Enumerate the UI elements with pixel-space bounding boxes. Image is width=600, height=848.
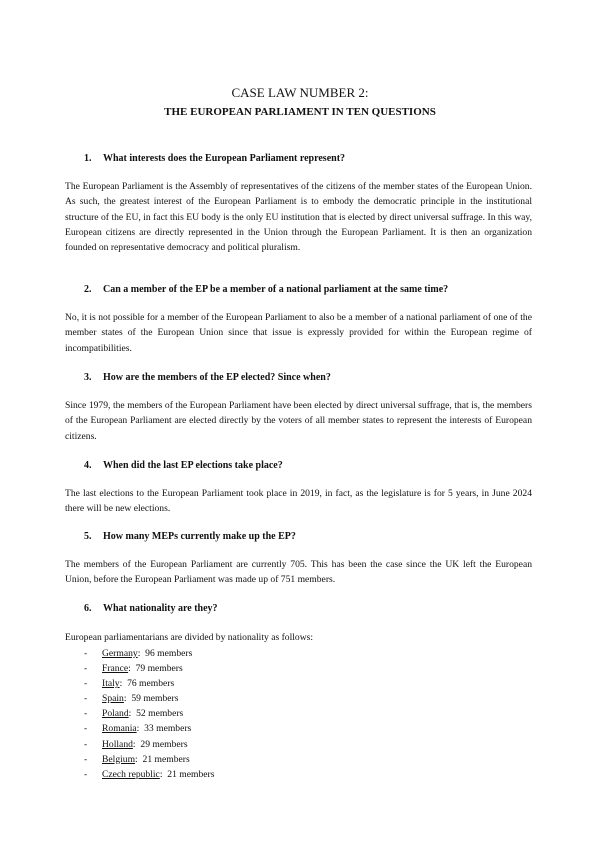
member-count: 52 members xyxy=(136,708,184,720)
document-title: CASE LAW NUMBER 2: xyxy=(231,85,369,100)
separator: : xyxy=(135,753,138,765)
question-number: 6. xyxy=(84,603,92,614)
country-name: Germany xyxy=(102,648,138,659)
country-name: Belgium xyxy=(102,753,136,765)
list-dash: - xyxy=(84,663,88,675)
list-dash: - xyxy=(84,678,88,690)
list-dash: - xyxy=(84,753,88,765)
separator: : xyxy=(137,648,141,659)
list-item xyxy=(84,767,214,782)
member-count: 59 members xyxy=(131,693,179,705)
list-dash: - xyxy=(84,738,88,750)
country-name: Romania xyxy=(102,723,137,735)
list-dash: - xyxy=(84,708,88,720)
answer-2: No, it is not possible for a member of the European Parliament to also be a member of a national parliament of one of the member states of the European Union since that issue is expressly provided for within the European regime of incompatibilities. xyxy=(65,312,532,354)
list-dash: - xyxy=(84,693,88,705)
member-count: 33 members xyxy=(144,723,192,735)
list-dash: - xyxy=(84,648,88,659)
member-count: 79 members xyxy=(135,663,183,675)
question-number: 4. xyxy=(84,460,92,471)
question-5 xyxy=(84,531,544,543)
member-count: 29 members xyxy=(140,738,188,750)
question-4 xyxy=(84,460,544,472)
country-name: Italy xyxy=(102,678,120,690)
question-1 xyxy=(84,153,544,165)
list-item xyxy=(84,752,214,767)
question-text: When did the last EP elections take place? xyxy=(103,460,283,471)
list-item xyxy=(84,721,214,736)
separator: : xyxy=(123,693,127,705)
list-item xyxy=(84,737,214,752)
question-number: 5. xyxy=(84,531,92,542)
question-number: 3. xyxy=(84,372,92,383)
question-text: Can a member of the EP be a member of a national parliament at the same time? xyxy=(103,284,449,295)
separator: : xyxy=(128,663,131,675)
list-item xyxy=(84,646,214,661)
member-count: 96 members xyxy=(145,648,193,659)
answer-5: The members of the European Parliament are currently 705. This has been the case since the UK left the European Union, before the European Parliament was made up of 751 members. xyxy=(65,559,532,586)
question-number: 2. xyxy=(84,284,92,295)
question-text: How are the members of the EP elected? Since when? xyxy=(103,372,331,383)
question-number: 1. xyxy=(84,153,92,164)
question-text: What interests does the European Parliament represent? xyxy=(103,153,346,164)
country-name: Holland xyxy=(102,738,133,750)
question-3 xyxy=(84,372,544,384)
country-name: Poland xyxy=(102,708,129,720)
separator: : xyxy=(136,723,140,735)
question-text: How many MEPs currently make up the EP? xyxy=(103,531,296,542)
document-subtitle: THE EUROPEAN PARLIAMENT IN TEN QUESTIONS xyxy=(164,106,436,118)
country-name: France xyxy=(102,663,129,675)
question-text: What nationality are they? xyxy=(103,603,218,614)
list-dash: - xyxy=(84,768,88,780)
answer-4: The last elections to the European Parliament took place in 2019, in fact, as the legislature is for 5 years, in June 2024 there will be new elections. xyxy=(65,488,532,515)
country-name: Spain xyxy=(102,693,124,705)
nationality-list xyxy=(84,646,214,782)
separator: : xyxy=(128,708,132,720)
list-item xyxy=(84,706,214,721)
separator: : xyxy=(159,768,163,780)
separator: : xyxy=(119,678,123,690)
answer-3: Since 1979, the members of the European Parliament have been elected by direct universal suffrage, that is, the members of the European Parliament are elected directly by the voters of all member states to represent the interests of European citizens. xyxy=(65,400,532,442)
answer-6: European parliamentarians are divided by nationality as follows: xyxy=(65,632,314,643)
member-count: 21 members xyxy=(167,768,215,780)
country-name: Czech republic xyxy=(102,768,160,780)
member-count: 76 members xyxy=(127,678,175,690)
answer-1: The European Parliament is the Assembly of representatives of the citizens of the member states of the European Union. As such, the greatest interest of the European Parliament is to embody the democratic principle in the institutional structure of the EU, in fact this EU body is the only EU institution that is elected by direct universal suffrage. In this way, European citizens are directly represented in the Union through the European Parliament. It is then an organization founded on representative democracy and political pluralism. xyxy=(65,181,532,254)
question-6 xyxy=(84,603,544,615)
list-dash: - xyxy=(84,723,88,735)
list-item xyxy=(84,661,214,676)
separator: : xyxy=(132,738,136,750)
list-item xyxy=(84,691,214,706)
question-2 xyxy=(84,284,544,296)
member-count: 21 members xyxy=(142,753,190,765)
list-item xyxy=(84,676,214,691)
